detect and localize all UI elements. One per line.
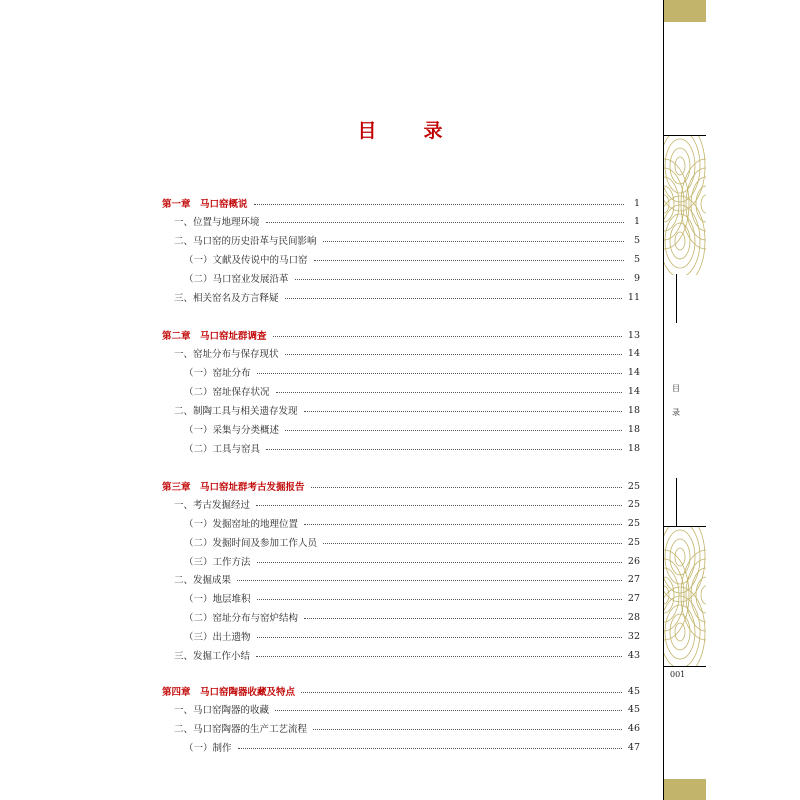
ellipse-pattern xyxy=(664,527,706,666)
toc-page-number: 14 xyxy=(627,347,640,359)
toc-entry-label: 第二章 马口窑址群调查 xyxy=(162,331,267,342)
toc-entry-label: （二）窑址分布与窑炉结构 xyxy=(184,613,299,624)
toc-page-number: 25 xyxy=(627,480,640,492)
toc-page-number: 45 xyxy=(627,703,640,715)
toc-entry-label: 三、发掘工作小结 xyxy=(174,651,251,662)
toc-entry-label: 二、发掘成果 xyxy=(174,575,232,586)
toc-page-number: 14 xyxy=(627,385,640,397)
dot-leader xyxy=(295,279,624,280)
dot-leader xyxy=(276,392,622,393)
toc-entry[interactable] xyxy=(162,496,640,512)
dot-leader xyxy=(313,729,622,730)
toc-page-number: 18 xyxy=(627,442,640,454)
divider-line xyxy=(676,478,677,526)
toc-page-number: 5 xyxy=(633,253,640,265)
toc-page-number: 25 xyxy=(627,498,640,510)
dot-leader xyxy=(254,204,624,205)
dot-leader xyxy=(323,241,624,242)
dot-leader xyxy=(266,222,624,223)
dot-leader xyxy=(257,562,622,563)
toc-entry[interactable] xyxy=(162,590,640,606)
toc-chapter-entry[interactable] xyxy=(162,683,640,699)
divider-line xyxy=(676,274,677,323)
toc-entry-label: （一）制作 xyxy=(184,743,232,754)
toc-chapter-entry[interactable] xyxy=(162,195,640,211)
toc-page-number: 26 xyxy=(627,555,640,567)
toc-entry[interactable] xyxy=(162,383,640,399)
toc-entry[interactable] xyxy=(162,289,640,305)
toc-entry-label: 二、马口窑的历史沿革与民间影响 xyxy=(174,236,317,247)
toc-entry-label: （二）工具与窑具 xyxy=(184,444,261,455)
side-char: 录 xyxy=(672,408,680,417)
ornament-pattern-bottom xyxy=(664,526,706,667)
dot-leader xyxy=(257,599,622,600)
dot-leader xyxy=(257,373,622,374)
toc-entry-label: 一、窑址分布与保存现状 xyxy=(174,349,279,360)
toc-entry-label: （二）发掘时间及参加工作人员 xyxy=(184,538,318,549)
page-title: 目 录 xyxy=(357,120,457,142)
toc-page-number: 27 xyxy=(627,573,640,585)
toc-entry[interactable] xyxy=(162,515,640,531)
dot-leader xyxy=(314,260,624,261)
toc-page-number: 46 xyxy=(627,722,640,734)
toc-entry[interactable] xyxy=(162,364,640,380)
toc-entry[interactable] xyxy=(162,534,640,550)
dot-leader xyxy=(304,411,622,412)
toc-entry-label: 一、考古发掘经过 xyxy=(174,500,251,511)
toc-entry-label: （一）文献及传说中的马口窑 xyxy=(184,255,308,266)
toc-entry-label: （一）采集与分类概述 xyxy=(184,425,280,436)
dot-leader xyxy=(256,505,622,506)
toc-chapter-entry[interactable] xyxy=(162,478,640,494)
toc-entry-label: （一）地层堆积 xyxy=(184,594,251,605)
toc-entry[interactable] xyxy=(162,213,640,229)
toc-page-number: 13 xyxy=(627,329,640,341)
toc-page-number: 9 xyxy=(633,272,640,284)
toc-entry[interactable] xyxy=(162,440,640,456)
dot-leader xyxy=(285,298,622,299)
toc-entry[interactable] xyxy=(162,232,640,248)
toc-page-number: 28 xyxy=(627,611,640,623)
ornament-pattern-top xyxy=(664,135,706,275)
dot-leader xyxy=(256,656,622,657)
toc-entry-label: （二）窑址保存状况 xyxy=(184,387,270,398)
dot-leader xyxy=(323,543,622,544)
toc-page-number: 11 xyxy=(627,291,640,303)
toc-entry-label: 二、马口窑陶器的生产工艺流程 xyxy=(174,724,308,735)
toc-page-number: 27 xyxy=(627,592,640,604)
gold-tab-top xyxy=(664,0,706,22)
dot-leader xyxy=(273,336,622,337)
toc-page-number: 18 xyxy=(627,404,640,416)
dot-leader xyxy=(285,354,622,355)
toc-entry-label: 第一章 马口窑概说 xyxy=(162,199,248,210)
toc-page-number: 47 xyxy=(627,741,640,753)
ellipse-pattern xyxy=(664,136,706,275)
toc-entry-label: （二）马口窑业发展沿革 xyxy=(184,274,289,285)
toc-page-number: 1 xyxy=(633,215,640,227)
toc-entry-label: （三）工作方法 xyxy=(184,557,251,568)
toc-entry[interactable] xyxy=(162,701,640,717)
toc-entry[interactable] xyxy=(162,345,640,361)
toc-chapter-entry[interactable] xyxy=(162,327,640,343)
toc-entry-label: 三、相关窑名及方言释疑 xyxy=(174,293,279,304)
dot-leader xyxy=(275,710,622,711)
toc-page-number: 18 xyxy=(627,423,640,435)
toc-page-number: 25 xyxy=(627,536,640,548)
toc-entry-label: （一）窑址分布 xyxy=(184,368,251,379)
toc-entry-label: 二、制陶工具与相关遗存发现 xyxy=(174,406,298,417)
dot-leader xyxy=(237,580,622,581)
toc-page-number: 43 xyxy=(627,649,640,661)
dot-leader xyxy=(304,618,622,619)
toc-entry-label: 第四章 马口窑陶器收藏及特点 xyxy=(162,687,296,698)
toc-page-number: 25 xyxy=(627,517,640,529)
dot-leader xyxy=(266,449,622,450)
margin-rule xyxy=(663,0,664,800)
side-char: 目 xyxy=(672,384,680,393)
dot-leader xyxy=(257,637,622,638)
toc-page-number: 14 xyxy=(627,366,640,378)
toc-entry-label: （一）发掘窑址的地理位置 xyxy=(184,519,299,530)
gold-tab-bottom xyxy=(664,779,706,800)
toc-entry[interactable] xyxy=(162,628,640,644)
toc-page-number: 45 xyxy=(627,685,640,697)
page-number: 001 xyxy=(670,670,686,679)
toc-entry-label: （三）出土遗物 xyxy=(184,632,251,643)
toc-entry[interactable] xyxy=(162,251,640,267)
dot-leader xyxy=(285,430,622,431)
toc-entry[interactable] xyxy=(162,421,640,437)
toc-entry[interactable] xyxy=(162,553,640,569)
toc-entry[interactable] xyxy=(162,609,640,625)
toc-entry[interactable] xyxy=(162,270,640,286)
dot-leader xyxy=(301,692,622,693)
toc-page-number: 5 xyxy=(633,234,640,246)
dot-leader xyxy=(304,524,622,525)
toc-entry[interactable] xyxy=(162,647,640,663)
toc-page-number: 32 xyxy=(627,630,640,642)
toc-entry[interactable] xyxy=(162,402,640,418)
toc-entry[interactable] xyxy=(162,571,640,587)
dot-leader xyxy=(238,748,622,749)
toc-entry-label: 一、位置与地理环境 xyxy=(174,217,260,228)
toc-entry-label: 一、马口窑陶器的收藏 xyxy=(174,705,270,716)
toc-entry-label: 第三章 马口窑址群考古发掘报告 xyxy=(162,482,305,493)
toc-entry[interactable] xyxy=(162,739,640,755)
toc-page-number: 1 xyxy=(633,197,640,209)
dot-leader xyxy=(311,487,622,488)
toc-entry[interactable] xyxy=(162,720,640,736)
